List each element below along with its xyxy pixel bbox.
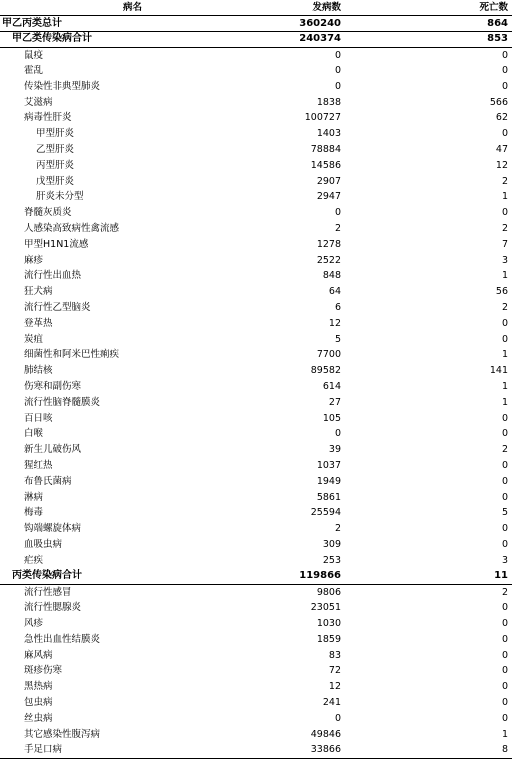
disease-deaths: 1 (501, 191, 508, 203)
disease-deaths: 1 (501, 270, 508, 282)
disease-cases: 2 (334, 223, 341, 235)
disease-name: 甲型H1N1流感 (24, 238, 89, 250)
disease-cases: 83 (328, 649, 341, 661)
disease-deaths: 47 (495, 144, 508, 156)
disease-name: 血吸虫病 (24, 538, 63, 550)
disease-cases: 33866 (310, 744, 341, 756)
disease-name: 甲型肝炎 (36, 128, 75, 140)
disease-deaths: 2 (501, 586, 508, 598)
disease-row (0, 253, 512, 269)
disease-row (0, 348, 512, 364)
disease-row (0, 411, 512, 427)
disease-deaths: 0 (501, 65, 508, 77)
disease-deaths: 0 (501, 491, 508, 503)
disease-name: 斑疹伤寒 (24, 665, 63, 677)
disease-deaths: 0 (501, 80, 508, 92)
disease-name: 布鲁氏菌病 (24, 475, 72, 487)
disease-cases: 1030 (316, 617, 341, 629)
disease-deaths: 7 (501, 238, 508, 250)
header-disease-name: 病名 (0, 0, 265, 16)
disease-cases: 1859 (316, 633, 341, 645)
header-deaths: 死亡数 (345, 0, 512, 16)
disease-row (0, 537, 512, 553)
disease-cases: 1278 (316, 238, 341, 250)
grand-total-label: 甲乙丙类总计 (0, 16, 265, 32)
disease-deaths: 0 (501, 412, 508, 424)
disease-deaths: 0 (501, 649, 508, 661)
disease-name: 炭疽 (24, 333, 44, 345)
disease-deaths: 0 (501, 207, 508, 219)
disease-name: 伤寒和副伤寒 (24, 381, 82, 393)
disease-cases: 72 (328, 665, 341, 677)
disease-name: 钩端螺旋体病 (24, 523, 82, 535)
disease-cases: 23051 (310, 602, 341, 614)
disease-deaths: 0 (501, 665, 508, 677)
disease-name: 流行性乙型脑炎 (24, 302, 91, 314)
disease-row (0, 190, 512, 206)
group-subtotal-cases: 119866 (265, 569, 345, 585)
disease-row (0, 648, 512, 664)
disease-name: 狂犬病 (24, 286, 53, 298)
disease-row (0, 221, 512, 237)
group-subtotal-label: 丙类传染病合计 (0, 569, 265, 585)
disease-name: 丝虫病 (24, 712, 53, 724)
disease-deaths: 3 (501, 554, 508, 566)
disease-row (0, 111, 512, 127)
disease-cases: 5861 (316, 491, 341, 503)
disease-cases: 5 (334, 333, 341, 345)
disease-row (0, 126, 512, 142)
disease-row (0, 237, 512, 253)
disease-deaths: 0 (501, 317, 508, 329)
disease-name: 脊髓灰质炎 (24, 207, 72, 219)
disease-row (0, 332, 512, 348)
disease-row (0, 474, 512, 490)
disease-cases: 12 (328, 681, 341, 693)
disease-cases: 0 (334, 65, 341, 77)
disease-cases: 1838 (316, 96, 341, 108)
disease-row (0, 63, 512, 79)
disease-deaths: 12 (495, 159, 508, 171)
disease-cases: 2947 (316, 191, 341, 203)
disease-name: 流行性腮腺炎 (24, 602, 82, 614)
disease-deaths: 62 (495, 112, 508, 124)
disease-deaths: 0 (501, 428, 508, 440)
disease-cases: 0 (334, 712, 341, 724)
disease-cases: 25594 (310, 507, 341, 519)
disease-cases: 12 (328, 317, 341, 329)
disease-deaths: 0 (501, 475, 508, 487)
disease-name: 包虫病 (24, 696, 53, 708)
disease-cases: 2522 (316, 254, 341, 266)
disease-deaths: 2 (501, 302, 508, 314)
disease-name: 艾滋病 (24, 96, 53, 108)
group-subtotal-row (0, 569, 512, 585)
disease-name: 人感染高致病性禽流感 (24, 223, 120, 235)
disease-name: 登革热 (24, 317, 53, 329)
disease-row (0, 47, 512, 63)
disease-name: 猩红热 (24, 460, 53, 471)
disease-deaths: 0 (501, 681, 508, 693)
disease-deaths: 0 (501, 333, 508, 345)
disease-deaths: 0 (501, 538, 508, 550)
disease-row (0, 174, 512, 190)
disease-name: 急性出血性结膜炎 (24, 633, 101, 645)
disease-name: 麻疹 (24, 254, 44, 266)
disease-cases: 1403 (316, 128, 341, 140)
disease-deaths: 1 (501, 396, 508, 408)
disease-name: 疟疾 (24, 554, 44, 566)
disease-name: 病毒性肝炎 (24, 112, 72, 124)
disease-cases: 49846 (310, 728, 341, 740)
disease-deaths: 2 (501, 223, 508, 235)
disease-name: 白喉 (24, 428, 44, 440)
disease-deaths: 2 (501, 444, 508, 456)
disease-name: 肺结核 (24, 365, 53, 377)
disease-cases: 78884 (310, 144, 341, 156)
disease-deaths: 1 (501, 349, 508, 361)
disease-row (0, 284, 512, 300)
disease-row (0, 679, 512, 695)
disease-row (0, 142, 512, 158)
disease-deaths: 56 (495, 286, 508, 298)
disease-cases: 1949 (316, 475, 341, 487)
disease-cases: 2907 (316, 175, 341, 187)
disease-cases: 614 (322, 381, 341, 393)
group-subtotal-cases: 240374 (265, 32, 345, 48)
disease-deaths: 0 (501, 617, 508, 629)
disease-row (0, 632, 512, 648)
disease-row (0, 395, 512, 411)
disease-deaths: 0 (501, 712, 508, 724)
disease-name: 梅毒 (24, 507, 44, 519)
disease-row (0, 205, 512, 221)
disease-row (0, 727, 512, 743)
group-subtotal-row (0, 32, 512, 48)
disease-row (0, 490, 512, 506)
disease-row (0, 553, 512, 569)
disease-cases: 89582 (310, 365, 341, 377)
disease-name: 霍乱 (24, 65, 44, 77)
disease-row (0, 158, 512, 174)
disease-deaths: 566 (489, 96, 508, 108)
disease-row (0, 363, 512, 379)
disease-deaths: 0 (501, 128, 508, 140)
disease-name: 乙型肝炎 (36, 144, 75, 156)
disease-deaths: 3 (501, 254, 508, 266)
disease-deaths: 0 (501, 602, 508, 614)
disease-cases: 27 (328, 396, 341, 408)
disease-deaths: 0 (501, 696, 508, 708)
disease-deaths: 1 (501, 728, 508, 740)
disease-row (0, 600, 512, 616)
header-cases: 发病数 (265, 0, 345, 16)
disease-name: 戊型肝炎 (36, 175, 75, 187)
disease-name: 传染性非典型肺炎 (24, 80, 101, 92)
table-bottom-border (0, 758, 512, 759)
disease-name: 百日咳 (24, 412, 53, 424)
disease-name: 淋病 (24, 491, 44, 503)
grand-total-cases: 360240 (265, 16, 345, 32)
group-subtotal-label: 甲乙类传染病合计 (0, 32, 265, 48)
disease-row (0, 300, 512, 316)
disease-name: 风疹 (24, 617, 44, 629)
disease-cases: 64 (328, 286, 341, 298)
disease-row (0, 316, 512, 332)
disease-row (0, 663, 512, 679)
disease-cases: 6 (334, 302, 341, 314)
disease-row (0, 442, 512, 458)
disease-cases: 7700 (316, 349, 341, 361)
disease-cases: 100727 (304, 112, 341, 124)
disease-row (0, 95, 512, 111)
disease-name: 细菌性和阿米巴性痢疾 (24, 349, 120, 361)
disease-deaths: 0 (501, 460, 508, 471)
disease-deaths: 0 (501, 633, 508, 645)
disease-name: 流行性脑脊髓膜炎 (24, 396, 101, 408)
header-row (0, 0, 512, 16)
disease-deaths: 0 (501, 49, 508, 61)
disease-deaths: 8 (501, 744, 508, 756)
disease-name: 其它感染性腹泻病 (24, 728, 101, 740)
disease-row (0, 506, 512, 522)
disease-deaths: 1 (501, 381, 508, 393)
disease-row (0, 742, 512, 758)
disease-row (0, 269, 512, 285)
disease-name: 麻风病 (24, 649, 53, 661)
disease-name: 流行性感冒 (24, 586, 72, 598)
disease-name: 黑热病 (24, 681, 53, 693)
disease-row (0, 521, 512, 537)
disease-cases: 848 (322, 270, 341, 282)
group-subtotal-deaths: 11 (345, 569, 512, 585)
disease-deaths: 2 (501, 175, 508, 187)
disease-row (0, 584, 512, 600)
grand-total-deaths: 864 (345, 16, 512, 32)
disease-cases: 0 (334, 80, 341, 92)
disease-row (0, 379, 512, 395)
disease-cases: 0 (334, 207, 341, 219)
group-subtotal-deaths: 853 (345, 32, 512, 48)
disease-row (0, 79, 512, 95)
disease-cases: 253 (322, 554, 341, 566)
disease-row (0, 711, 512, 727)
disease-cases: 39 (328, 444, 341, 456)
disease-row (0, 427, 512, 443)
disease-deaths: 141 (489, 365, 508, 377)
disease-cases: 2 (334, 523, 341, 535)
disease-cases: 1037 (316, 460, 341, 471)
disease-cases: 241 (322, 696, 341, 708)
grand-total-row (0, 16, 512, 32)
disease-cases: 9806 (316, 586, 341, 598)
disease-row (0, 695, 512, 711)
disease-name: 丙型肝炎 (36, 159, 75, 171)
disease-name: 流行性出血热 (24, 270, 82, 282)
disease-cases: 0 (334, 428, 341, 440)
disease-name: 鼠疫 (24, 49, 44, 61)
disease-cases: 105 (322, 412, 341, 424)
disease-row (0, 616, 512, 632)
disease-name: 手足口病 (24, 744, 63, 756)
disease-row (0, 458, 512, 474)
disease-name: 肝炎未分型 (36, 191, 84, 203)
disease-name: 新生儿破伤风 (24, 444, 82, 456)
disease-deaths: 5 (501, 507, 508, 519)
disease-deaths: 0 (501, 523, 508, 535)
disease-cases: 0 (334, 49, 341, 61)
disease-cases: 309 (322, 538, 341, 550)
disease-cases: 14586 (310, 159, 341, 171)
